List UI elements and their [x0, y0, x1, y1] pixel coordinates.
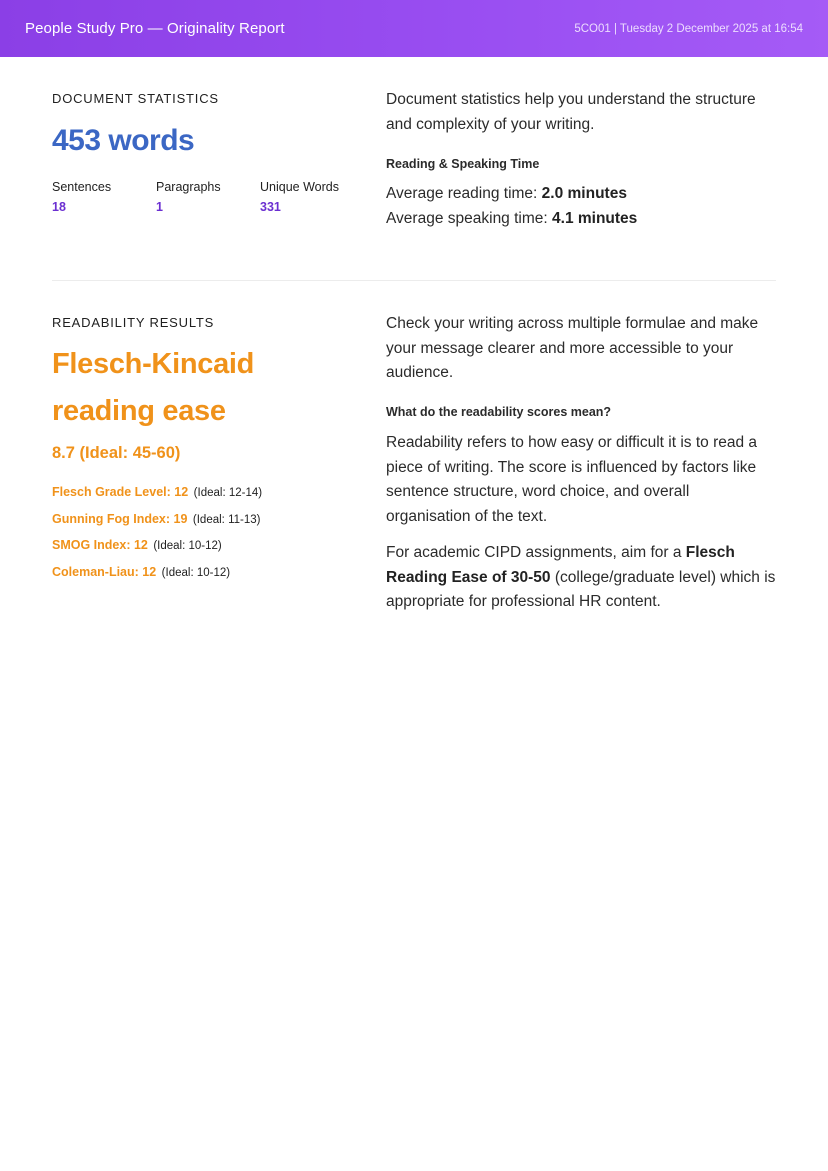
metric-name: Coleman-Liau: 12	[52, 564, 157, 579]
speaking-time	[386, 207, 776, 232]
flesch-kincaid-title: Flesch-Kincaid reading ease	[52, 348, 255, 427]
metric-coleman-liau	[52, 565, 262, 592]
document-statistics-section	[52, 91, 776, 281]
stat-value: 18	[52, 200, 66, 214]
advice-suffix: (college/graduate level) which is appropriate for professional HR content.	[386, 568, 776, 610]
metric-name: SMOG Index: 12	[52, 538, 148, 552]
stat-sentences	[52, 180, 156, 214]
metric-ideal: (Ideal: 12-14)	[193, 487, 263, 499]
time-heading: Reading & Speaking Time	[386, 157, 540, 171]
advice-bold: Flesch Reading Ease of 30-50	[386, 544, 735, 586]
stat-label: Unique Words	[260, 180, 339, 194]
report-header	[0, 0, 828, 57]
metric-gunning-fog	[52, 512, 262, 539]
metric-ideal: (Ideal: 11-13)	[192, 513, 261, 526]
metric-name: Flesch Grade Level: 12	[52, 485, 189, 499]
statistics-summary	[52, 91, 362, 214]
speaking-time-label: Average speaking time:	[386, 210, 553, 227]
advice-text	[386, 541, 776, 615]
metric-flesch-grade	[52, 485, 262, 512]
flesch-kincaid-score: 8.7 (Ideal: 45-60)	[52, 444, 181, 462]
advice-prefix: For academic CIPD assignments, aim for a	[386, 544, 686, 561]
meaning-text: Readability refers to how easy or difficult it is to read a piece of writing. The score is influenced by factors like sentence structure, word choice, and overall organisation of the text.	[386, 434, 758, 525]
stat-value: 331	[260, 200, 281, 214]
readability-intro: Check your writing across multiple formulae and make your message clearer and more accessible to your audience.	[386, 315, 759, 381]
reading-time-label: Average reading time:	[386, 185, 542, 202]
readability-metrics	[52, 485, 262, 591]
word-count: 453 words	[52, 124, 195, 157]
report-meta: 5CO01 | Tuesday 2 December 2025 at 16:54	[574, 22, 803, 35]
statistics-label: DOCUMENT STATISTICS	[52, 91, 219, 106]
meaning-heading: What do the readability scores mean?	[386, 405, 612, 419]
stat-paragraphs	[156, 180, 260, 214]
reading-time	[386, 182, 776, 207]
metric-ideal: (Ideal: 10-12)	[153, 540, 222, 552]
stat-label: Paragraphs	[156, 180, 221, 194]
readability-label: READABILITY RESULTS	[52, 315, 215, 330]
readability-summary	[52, 315, 362, 579]
statistics-intro: Document statistics help you understand the structure and complexity of your writing.	[386, 91, 756, 133]
stat-grid	[52, 180, 364, 214]
reading-time-value: 2.0 minutes	[541, 185, 627, 202]
stat-label: Sentences	[52, 180, 112, 194]
metric-ideal: (Ideal: 10-12)	[161, 566, 231, 579]
readability-section	[52, 315, 776, 635]
stat-value: 1	[156, 200, 163, 214]
report-title: People Study Pro — Originality Report	[25, 20, 285, 37]
metric-name: Gunning Fog Index: 19	[52, 511, 188, 526]
stat-unique-words	[260, 180, 364, 214]
metric-smog	[52, 538, 262, 565]
section-divider	[52, 280, 776, 281]
speaking-time-value: 4.1 minutes	[552, 210, 638, 227]
